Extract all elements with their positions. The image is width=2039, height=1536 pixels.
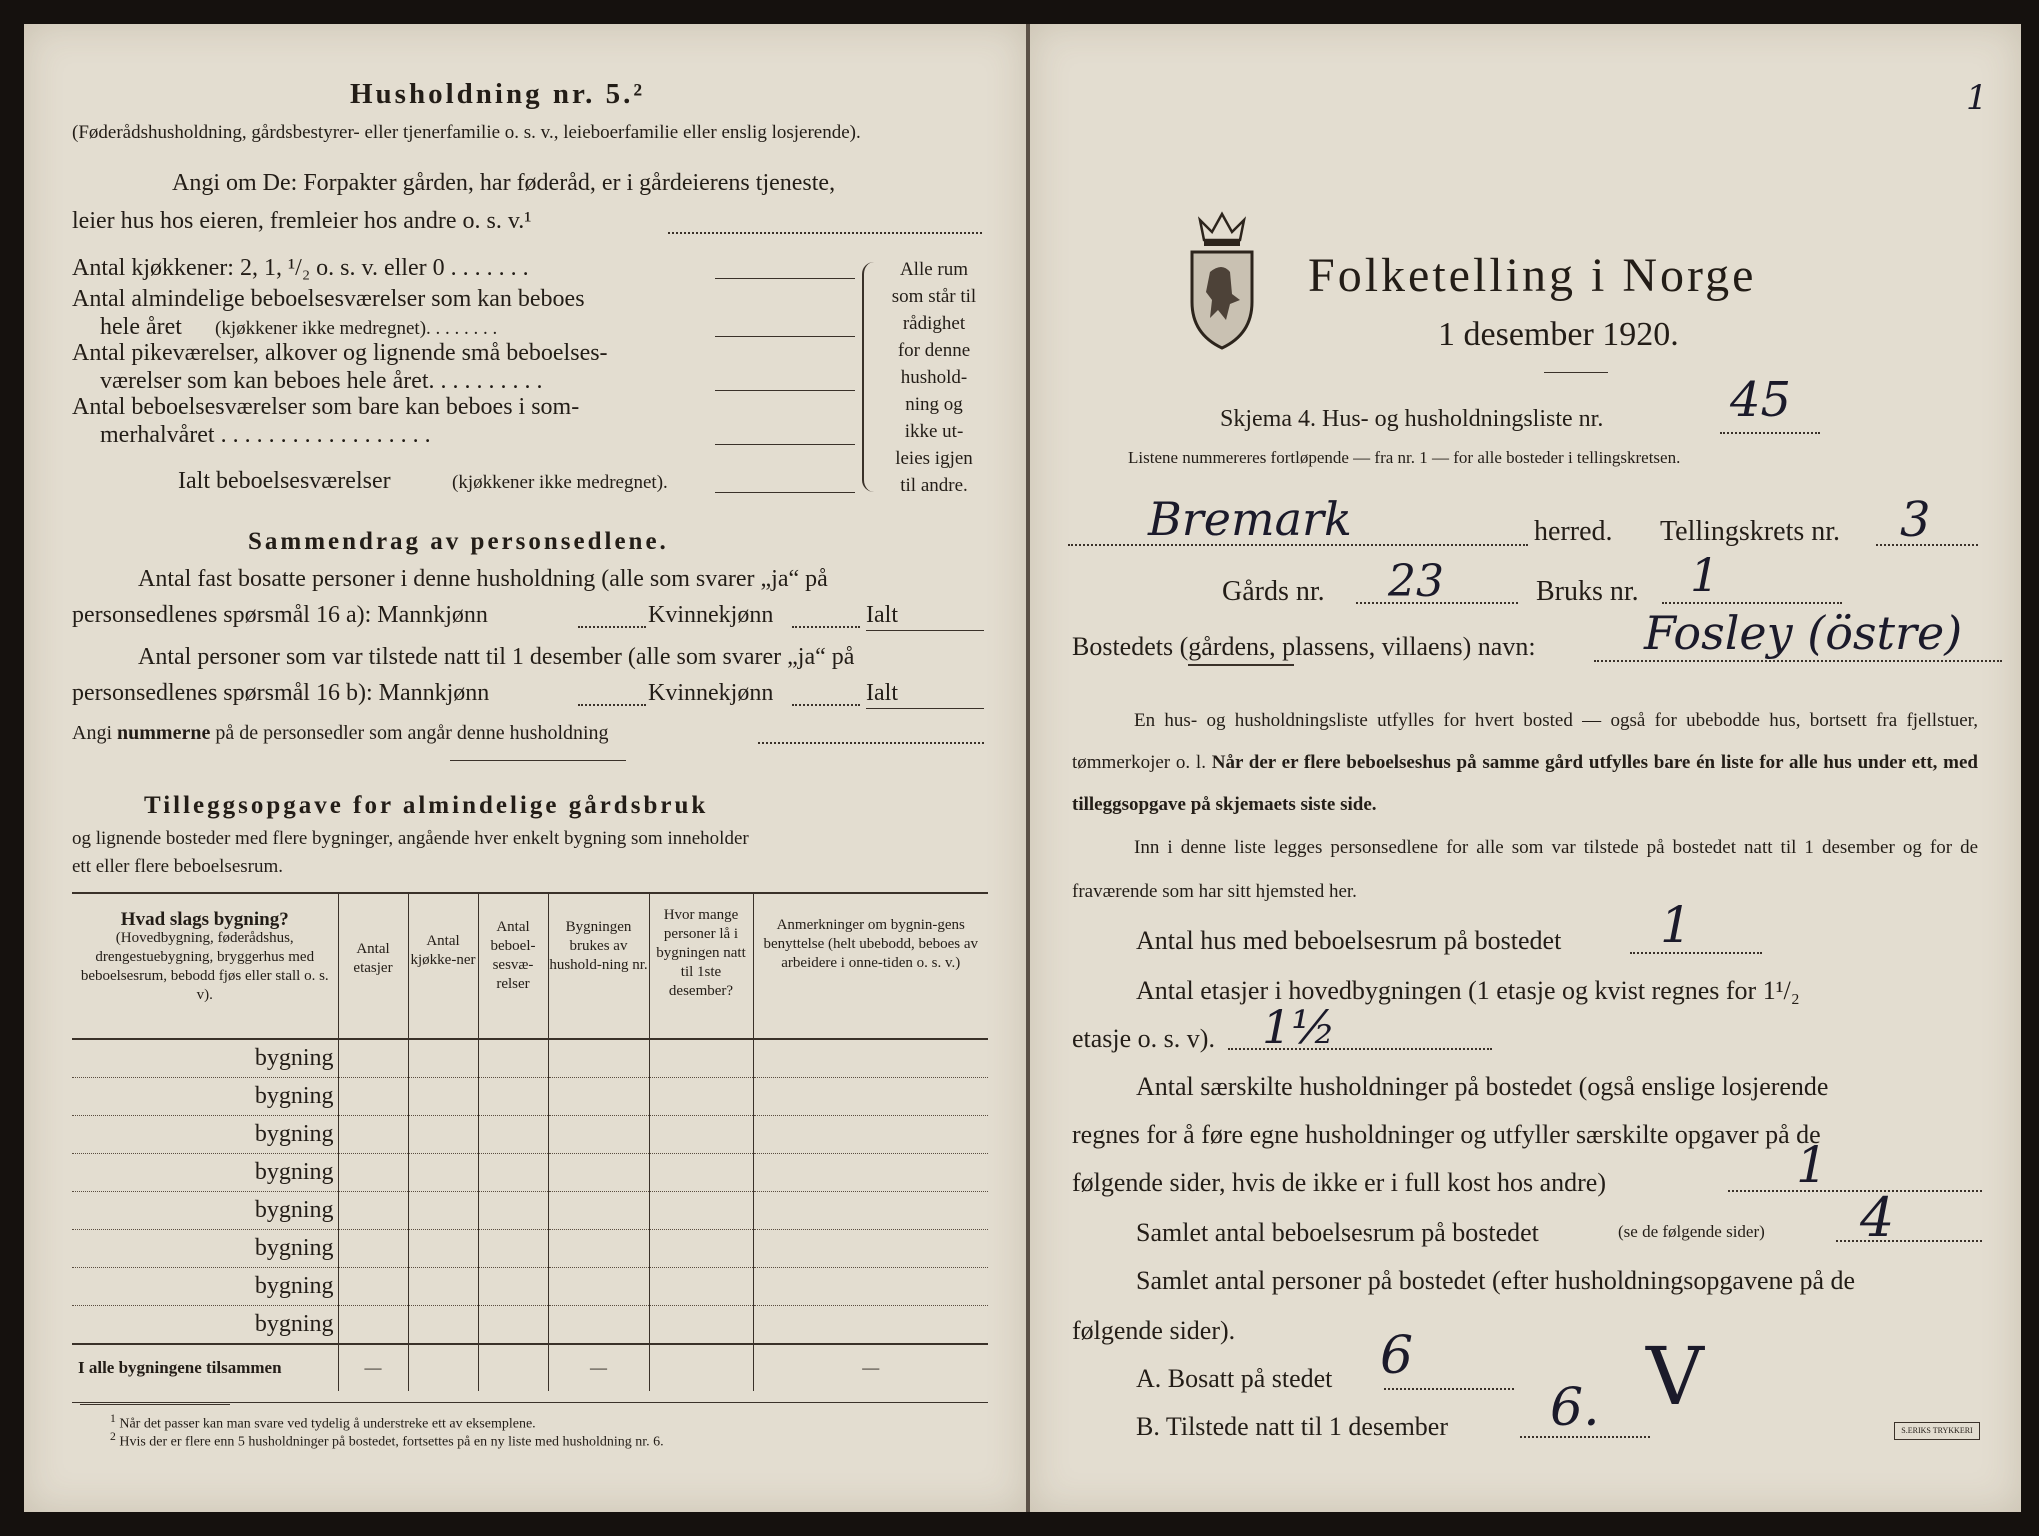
instructions-1 — [1072, 700, 1978, 826]
angi-line-2: leier hus hos eieren, fremleier hos andre o. s. v.¹ — [72, 208, 532, 234]
sommer-line — [715, 444, 855, 445]
brace-note-line: som står til — [891, 286, 977, 307]
footnote-1: $^1$ Når det passer kan man svare ved tydelig å understreke ett av eksemplene. — [110, 1412, 536, 1432]
row-label: bygning — [72, 1230, 338, 1268]
table-row — [72, 1039, 988, 1078]
mann-a-line — [578, 626, 646, 628]
angi-nummerne-pre: Angi — [72, 722, 117, 744]
handwritten-tellingskrets: 3 — [1900, 492, 1931, 548]
footnote-1-text: Når det passer kan man svare ved tydelig å understreke ett av eksemplene. — [119, 1416, 536, 1432]
nummereres-note: Listene nummereres fortløpende — fra nr. 1 — for alle bosteder i tellingskretsen. — [1128, 448, 1681, 467]
kvinne-b-line — [792, 704, 860, 706]
bruks-line — [1662, 602, 1842, 604]
question-antal-hus: Antal hus med beboelsesrum på bostedet — [1136, 926, 1562, 955]
brace-note — [876, 256, 992, 499]
instructions-1a: En hus- og husholdningsliste utfylles for hvert bosted — også for ubebodde hus, bortsett fra fjellstuer, tømmerkojer o. l. — [1072, 710, 1978, 773]
question-etasjer-2: etasje o. s. v). — [1072, 1024, 1215, 1053]
household-title: Husholdning nr. 5.² — [350, 78, 646, 110]
handwritten-sarskilte: 1 — [1796, 1136, 1828, 1194]
ialt-a-label: Ialt — [866, 602, 898, 628]
tillegg-text-1: og lignende bosteder med flere bygninger, angående hver enkelt bygning som inneholder — [72, 828, 749, 849]
total-cell: — — [753, 1344, 988, 1391]
angi-fill-line — [668, 232, 982, 234]
pike-line — [715, 390, 855, 391]
brace-note-line: rådighet — [902, 313, 966, 334]
question-samlet-pers-1: Samlet antal personer på bostedet (efter husholdningsopgavene på de — [1136, 1266, 1856, 1295]
row-label: bygning — [72, 1192, 338, 1230]
brace-note-line: til andre. — [900, 475, 968, 496]
row-label: bygning — [72, 1039, 338, 1078]
handwritten-check-mark: V — [1646, 1330, 1704, 1423]
tillegg-text-2: ett eller flere beboelsesrum. — [72, 856, 284, 877]
header-anmerkninger: Anmerkninger om bygnin-gens benyttelse (helt ubebodd, beboes av arbeidere i onne-tiden o. s. v.) — [753, 893, 988, 1039]
table-row — [72, 1192, 988, 1230]
tilstede-line — [1520, 1436, 1650, 1438]
handwritten-gards-nr: 23 — [1388, 556, 1444, 607]
brace-note-line: leies igjen — [895, 448, 973, 469]
kvinne-a-label: Kvinnekjønn — [648, 602, 774, 628]
table-total-row — [72, 1344, 988, 1391]
liste-nr-line — [1720, 432, 1820, 434]
samlet-rum-line — [1836, 1240, 1982, 1242]
ialt-b-label: Ialt — [866, 680, 898, 706]
question-samlet-rum-note: (se de følgende sider) — [1618, 1222, 1765, 1241]
question-sommer-1: Antal beboelsesværelser som bare kan beboes i som- — [72, 394, 580, 420]
sammendrag-b-1: Antal personer som var tilstede natt til 1 desember (alle som svarer „ja“ på — [138, 644, 855, 670]
handwritten-samlet-rum: 4 — [1860, 1186, 1895, 1249]
table-row — [72, 1078, 988, 1116]
norwegian-coat-of-arms-icon — [1186, 210, 1258, 352]
brace-note-line: ikke ut- — [904, 421, 964, 442]
question-sommer-2: merhalvåret . . . . . . . . . . . . . . . . . . — [100, 422, 431, 448]
header-etasjer: Antal etasjer — [338, 893, 408, 1039]
skjema-label: Skjema 4. Hus- og husholdningsliste nr. — [1220, 406, 1604, 432]
row-label: bygning — [72, 1078, 338, 1116]
instructions-2: Inn i denne liste legges personsedlene for alle som var tilstede på bostedet natt til 1 desember og for de fraværende som har sitt hjemsted her. — [1072, 837, 1978, 902]
handwritten-etasjer: 1½ — [1262, 1000, 1336, 1054]
bosatt-label: A. Bosatt på stedet — [1136, 1364, 1333, 1393]
question-ialt-note: (kjøkkener ikke medregnet). — [452, 472, 668, 493]
building-table — [72, 892, 988, 1391]
kvinne-a-line — [792, 626, 860, 628]
total-cell — [649, 1344, 753, 1391]
herred-label: herred. — [1534, 516, 1613, 547]
sarskilte-line — [1728, 1190, 1982, 1192]
gards-line — [1356, 602, 1518, 604]
kjokkener-line — [715, 278, 855, 279]
handwritten-bosatt: 6 — [1380, 1326, 1414, 1386]
tillegg-title: Tilleggsopgave for almindelige gårdsbruk — [144, 792, 709, 819]
question-sarskilte-2: regnes for å føre egne husholdninger og utfyller særskilte opgaver på de — [1072, 1120, 1821, 1149]
question-etasjer-1: Antal etasjer i hovedbygningen (1 etasje og kvist regnes for 1¹/₂ — [1136, 976, 1800, 1005]
tilstede-label: B. Tilstede natt til 1 desember — [1136, 1412, 1448, 1441]
row-label: bygning — [72, 1268, 338, 1306]
question-pike-2: værelser som kan beboes hele året. . . . . . . . . . — [100, 368, 543, 394]
gards-label: Gårds nr. — [1222, 576, 1325, 607]
brace-note-line: Alle rum — [899, 259, 969, 280]
row-label: bygning — [72, 1116, 338, 1154]
total-cell: — — [338, 1344, 408, 1391]
handwritten-corner-mark: 1 — [1966, 78, 1988, 118]
table-header-row — [72, 893, 988, 1039]
instructions-1b: Når der er flere beboelseshus på samme gård utfylles bare én liste for alle hus under ett, med tilleggsopgave på skjemaets siste side. — [1072, 752, 1979, 815]
angi-line-1: Angi om De: Forpakter gården, har føderåd, er i gårdeierens tjeneste, — [172, 170, 836, 196]
date-divider — [1544, 372, 1608, 373]
bosted-line — [1594, 660, 2002, 662]
gardens-underline — [1188, 664, 1294, 666]
sammendrag-b-2: personsedlenes spørsmål 16 b): Mannkjønn — [72, 680, 490, 706]
table-row — [72, 1230, 988, 1268]
bosted-label: Bostedets (gårdens, plassens, villaens) navn: — [1072, 632, 1536, 661]
handwritten-bosted-navn: Fosley (östre) — [1644, 606, 1963, 660]
tellingskrets-label: Tellingskrets nr. — [1660, 516, 1841, 547]
brace-note-line: ning og — [905, 394, 963, 415]
etasjer-line — [1228, 1048, 1492, 1050]
mann-b-line — [578, 704, 646, 706]
footnote-2: $^2$ Hvis der er flere enn 5 husholdninger på bostedet, fortsettes på en ny liste med husholdning nr. 6. — [110, 1430, 664, 1450]
angi-nummerne — [72, 722, 609, 745]
header-building-type-title: Hvad slags bygning? — [120, 909, 289, 930]
bosatt-line — [1384, 1388, 1514, 1390]
almindelige-line — [715, 336, 855, 337]
tellingskrets-line — [1876, 544, 1978, 546]
total-cell — [478, 1344, 548, 1391]
nummerne-line — [758, 742, 984, 744]
angi-nummerne-bold: nummerne — [117, 722, 211, 744]
total-cell — [408, 1344, 478, 1391]
question-samlet-rum: Samlet antal beboelsesrum på bostedet — [1136, 1218, 1539, 1247]
sammendrag-a-2: personsedlenes spørsmål 16 a): Mannkjønn — [72, 602, 488, 628]
handwritten-antal-hus: 1 — [1660, 896, 1692, 954]
ialt-b-line — [866, 708, 984, 709]
table-row — [72, 1268, 988, 1306]
angi-nummerne-post: på de personsedler som angår denne husholdning — [210, 722, 609, 744]
header-building-type-desc: (Hovedbygning, føderådshus, drengestuebygning, bryggerhus med beboelsesrum, bebodd fjøs eller stall o. s. v). — [80, 930, 329, 1003]
row-label: bygning — [72, 1306, 338, 1345]
question-sarskilte-3: følgende sider, hvis de ikke er i full kost hos andre) — [1072, 1168, 1606, 1197]
table-bottom-line — [72, 1402, 988, 1403]
table-row — [72, 1306, 988, 1345]
ialt-a-line — [866, 630, 984, 631]
printer-stamp: S.ERIKS TRYKKERI — [1894, 1422, 1980, 1440]
sammendrag-title: Sammendrag av personsedlene. — [248, 528, 669, 555]
header-husholdning: Bygningen brukes av hushold-ning nr. — [548, 893, 649, 1039]
household-intro: (Føderådshusholdning, gårdsbestyrer- eller tjenerfamilie o. s. v., leieboerfamilie eller enslig losjerende). — [72, 122, 861, 143]
herred-line — [1068, 544, 1528, 546]
question-kjokkener: Antal kjøkkener: 2, 1, ¹/₂ o. s. v. eller 0 . . . . . . . — [72, 255, 529, 281]
header-kjokkener: Antal kjøkke-ner — [408, 893, 478, 1039]
handwritten-herred: Bremark — [1148, 492, 1352, 546]
census-title: Folketelling i Norge — [1308, 249, 1757, 302]
sammendrag-a-1: Antal fast bosatte personer i denne husholdning (alle som svarer „ja“ på — [138, 566, 828, 592]
total-label: I alle bygningene tilsammen — [72, 1344, 338, 1391]
table-row — [72, 1116, 988, 1154]
question-sarskilte-1: Antal særskilte husholdninger på bostedet (også enslige losjerende — [1136, 1072, 1829, 1101]
question-samlet-pers-2: følgende sider). — [1072, 1316, 1236, 1345]
total-cell: — — [548, 1344, 649, 1391]
handwritten-bruks-nr: 1 — [1690, 548, 1720, 602]
footnote-divider — [80, 1404, 230, 1405]
brace-note-line: for denne — [897, 340, 971, 361]
kvinne-b-label: Kvinnekjønn — [648, 680, 774, 706]
question-almindelige-2: hele året — [100, 314, 182, 340]
row-label: bygning — [72, 1154, 338, 1192]
bruks-label: Bruks nr. — [1536, 576, 1639, 607]
question-almindelige-1: Antal almindelige beboelsesværelser som kan beboes — [72, 286, 585, 312]
header-building-type — [72, 893, 338, 1039]
question-ialt: Ialt beboelsesværelser — [178, 468, 391, 494]
census-date: 1 desember 1920. — [1438, 316, 1679, 353]
antal-hus-line — [1630, 952, 1762, 954]
header-personer: Hvor mange personer lå i bygningen natt til 1ste desember? — [649, 893, 753, 1039]
question-almindelige-note: (kjøkkener ikke medregnet). . . . . . . . — [215, 318, 498, 339]
header-beboelsesvaerelser: Antal beboel-sesvæ-relser — [478, 893, 548, 1039]
table-row — [72, 1154, 988, 1192]
handwritten-tilstede: 6. — [1550, 1378, 1600, 1438]
brace-note-line: hushold- — [900, 367, 968, 388]
handwritten-liste-nr: 45 — [1730, 372, 1792, 428]
section-divider — [450, 760, 626, 761]
footnote-2-text: Hvis der er flere enn 5 husholdninger på bostedet, fortsettes på en ny liste med husholdning nr. 6. — [119, 1434, 664, 1450]
ialt-line — [715, 492, 855, 493]
question-pike-1: Antal pikeværelser, alkover og lignende små beboelses- — [72, 340, 608, 366]
